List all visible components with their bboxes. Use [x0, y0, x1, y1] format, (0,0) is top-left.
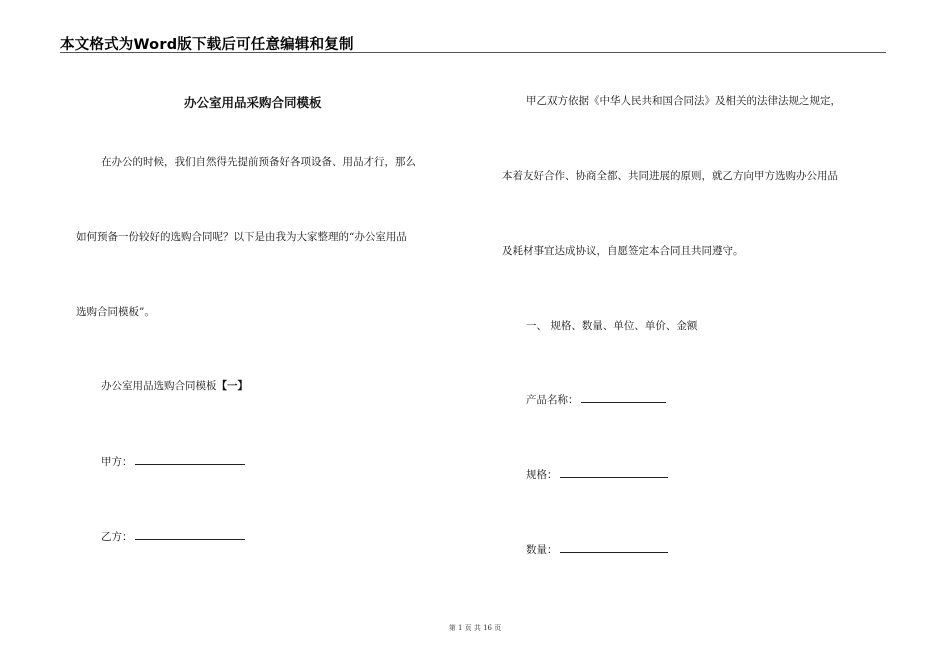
party-b-row — [101, 529, 245, 544]
party-a-label: 甲方： — [101, 456, 133, 468]
intro-paragraph-line-1: 在办公的时候，我们自然得先提前预备好各项设备、用品才行，那么 — [101, 156, 416, 168]
spec-label: 规格： — [526, 469, 558, 481]
document-title: 办公室用品采购合同模板 — [184, 95, 322, 110]
spec-row — [526, 467, 668, 482]
quantity-label: 数量： — [526, 544, 558, 556]
header-divider — [60, 52, 886, 53]
page-footer: 第 1 页 共 16 页 — [448, 624, 502, 632]
product-name-label: 产品名称： — [526, 394, 579, 406]
quantity-row — [526, 542, 668, 557]
intro-paragraph-line-2: 如何预备一份较好的选购合同呢？以下是由我为大家整理的“办公室用品 — [76, 231, 407, 243]
spec-blank — [560, 467, 668, 478]
product-name-row — [526, 392, 666, 407]
intro-paragraph-line-3: 选购合同模板”。 — [76, 306, 155, 318]
contract-paragraph-line-3: 及耗材事宜达成协议，自愿签定本合同且共同遵守。 — [502, 245, 744, 257]
section-heading-specs: 一、 规格、数量、单位、单价、金额 — [526, 320, 698, 332]
template-heading-text: 办公室用品选购合同模板 — [101, 380, 217, 392]
party-a-blank — [135, 454, 245, 465]
contract-paragraph-line-1: 甲乙双方依据《中华人民共和国合同法》及相关的法律法规之规定， — [526, 95, 841, 107]
party-a-row — [101, 454, 245, 469]
quantity-blank — [560, 542, 668, 553]
template-heading-tag: 【一】 — [216, 380, 248, 392]
template-heading — [101, 378, 248, 393]
party-b-blank — [135, 529, 245, 540]
contract-paragraph-line-2: 本着友好合作、协商全都、共同进展的原则，就乙方向甲方选购办公用品 — [502, 170, 838, 182]
party-b-label: 乙方： — [101, 531, 133, 543]
product-name-blank — [581, 392, 666, 403]
document-header-title: 本文格式为Word版下载后可任意编辑和复制 — [60, 37, 354, 53]
